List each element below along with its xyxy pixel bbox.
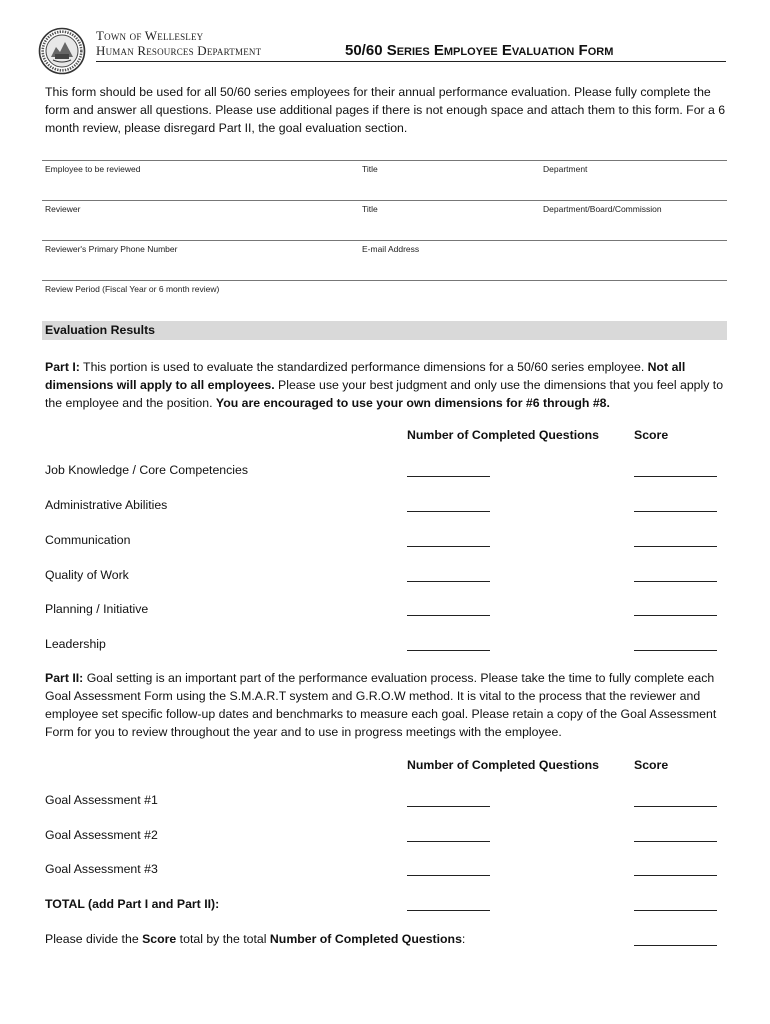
reviewer-title-field[interactable]: Title	[362, 204, 378, 214]
section-header	[42, 321, 727, 340]
part1-label: Part I:	[45, 360, 80, 374]
divide-bold2: Number of Completed Questions	[269, 932, 462, 946]
score-blank[interactable]	[634, 581, 717, 582]
col-questions-header: Number of Completed Questions	[407, 428, 599, 442]
total-questions-blank[interactable]	[407, 910, 490, 911]
part1-bold2: You are encouraged to use your own dimensions for #6 through #8.	[215, 396, 610, 410]
header-rule	[96, 61, 726, 62]
section-title: Evaluation Results	[45, 323, 156, 337]
score-blank[interactable]	[634, 511, 717, 512]
employee-department-field[interactable]: Department	[543, 164, 588, 174]
col-questions-header: Number of Completed Questions	[407, 758, 599, 772]
col-score-header: Score	[634, 758, 669, 772]
field-rule	[42, 280, 727, 281]
row-goal-assessment-1: Goal Assessment #1	[45, 793, 158, 807]
row-administrative-abilities: Administrative Abilities	[45, 498, 168, 512]
review-period-field[interactable]: Review Period (Fiscal Year or 6 month review)	[45, 284, 220, 294]
questions-blank[interactable]	[407, 806, 490, 807]
questions-blank[interactable]	[407, 511, 490, 512]
org-town: Town of Wellesley	[96, 28, 204, 43]
reviewer-phone-field[interactable]: Reviewer's Primary Phone Number	[45, 244, 178, 254]
row-communication: Communication	[45, 533, 131, 547]
part1-text1: This portion is used to evaluate the standardized performance dimensions for a 50/60 series employee.	[79, 360, 648, 374]
col-score-header: Score	[634, 428, 669, 442]
divide-text2: total by the total	[176, 932, 270, 946]
row-goal-assessment-3: Goal Assessment #3	[45, 862, 158, 876]
organization-name	[96, 28, 261, 58]
questions-blank[interactable]	[407, 546, 490, 547]
score-blank[interactable]	[634, 875, 717, 876]
intro-paragraph: This form should be used for all 50/60 series employees for their annual performance evaluation. Please fully complete the form and answer all questions. Please use additional pages if there is not enough space and attach them to this form. For a 6 month review, please disregard Part II, the goal evaluation section.	[45, 85, 726, 135]
form-title: 50/60 Series Employee Evaluation Form	[345, 42, 614, 59]
part2-paragraph	[45, 669, 730, 741]
field-rule	[42, 200, 727, 201]
field-rule	[42, 240, 727, 241]
part2-text: Goal setting is an important part of the performance evaluation process. Please take the time to fully complete each Goal Assessment Form using the S.M.A.R.T system and G.R.O.W method. It is vital to the process that the reviewer and employee set specific follow-up dates and benchmarks to measure each goal. Please retain a copy of the Goal Assessment Form for you to review throughout the year and to use in progress meetings with the employee.	[45, 671, 717, 739]
questions-blank[interactable]	[407, 476, 490, 477]
part1-bold1: Not all dimensions will apply to all employees.	[45, 360, 686, 392]
questions-blank[interactable]	[407, 615, 490, 616]
part2-label: Part II:	[45, 671, 84, 685]
score-blank[interactable]	[634, 546, 717, 547]
questions-blank[interactable]	[407, 581, 490, 582]
row-planning-initiative: Planning / Initiative	[45, 602, 149, 616]
score-blank[interactable]	[634, 476, 717, 477]
divide-text3: :	[461, 932, 466, 946]
row-job-knowledge: Job Knowledge / Core Competencies	[45, 463, 249, 477]
total-score-blank[interactable]	[634, 910, 717, 911]
row-goal-assessment-2: Goal Assessment #2	[45, 828, 158, 842]
part1-paragraph	[45, 358, 730, 412]
score-blank[interactable]	[634, 841, 717, 842]
row-total: TOTAL (add Part I and Part II):	[45, 897, 220, 911]
email-field[interactable]: E-mail Address	[362, 244, 420, 254]
questions-blank[interactable]	[407, 841, 490, 842]
part1-text2: Please use your best judgment and only use the dimensions that you feel apply to the employee and the position.	[45, 378, 724, 410]
divide-instruction	[45, 932, 465, 946]
row-leadership: Leadership	[45, 637, 106, 651]
questions-blank[interactable]	[407, 875, 490, 876]
org-department: Human Resources Department	[96, 43, 262, 58]
employee-title-field[interactable]: Title	[362, 164, 378, 174]
reviewer-department-field[interactable]: Department/Board/Commission	[543, 204, 662, 214]
average-score-blank[interactable]	[634, 945, 717, 946]
divide-bold1: Score	[142, 932, 177, 946]
row-quality-of-work: Quality of Work	[45, 568, 129, 582]
employee-field[interactable]: Employee to be reviewed	[45, 164, 141, 174]
town-seal-logo	[38, 27, 86, 75]
divide-text1: Please divide the	[45, 932, 143, 946]
score-blank[interactable]	[634, 806, 717, 807]
field-rule	[42, 160, 727, 161]
reviewer-field[interactable]: Reviewer	[45, 204, 81, 214]
score-blank[interactable]	[634, 615, 717, 616]
score-blank[interactable]	[634, 650, 717, 651]
questions-blank[interactable]	[407, 650, 490, 651]
